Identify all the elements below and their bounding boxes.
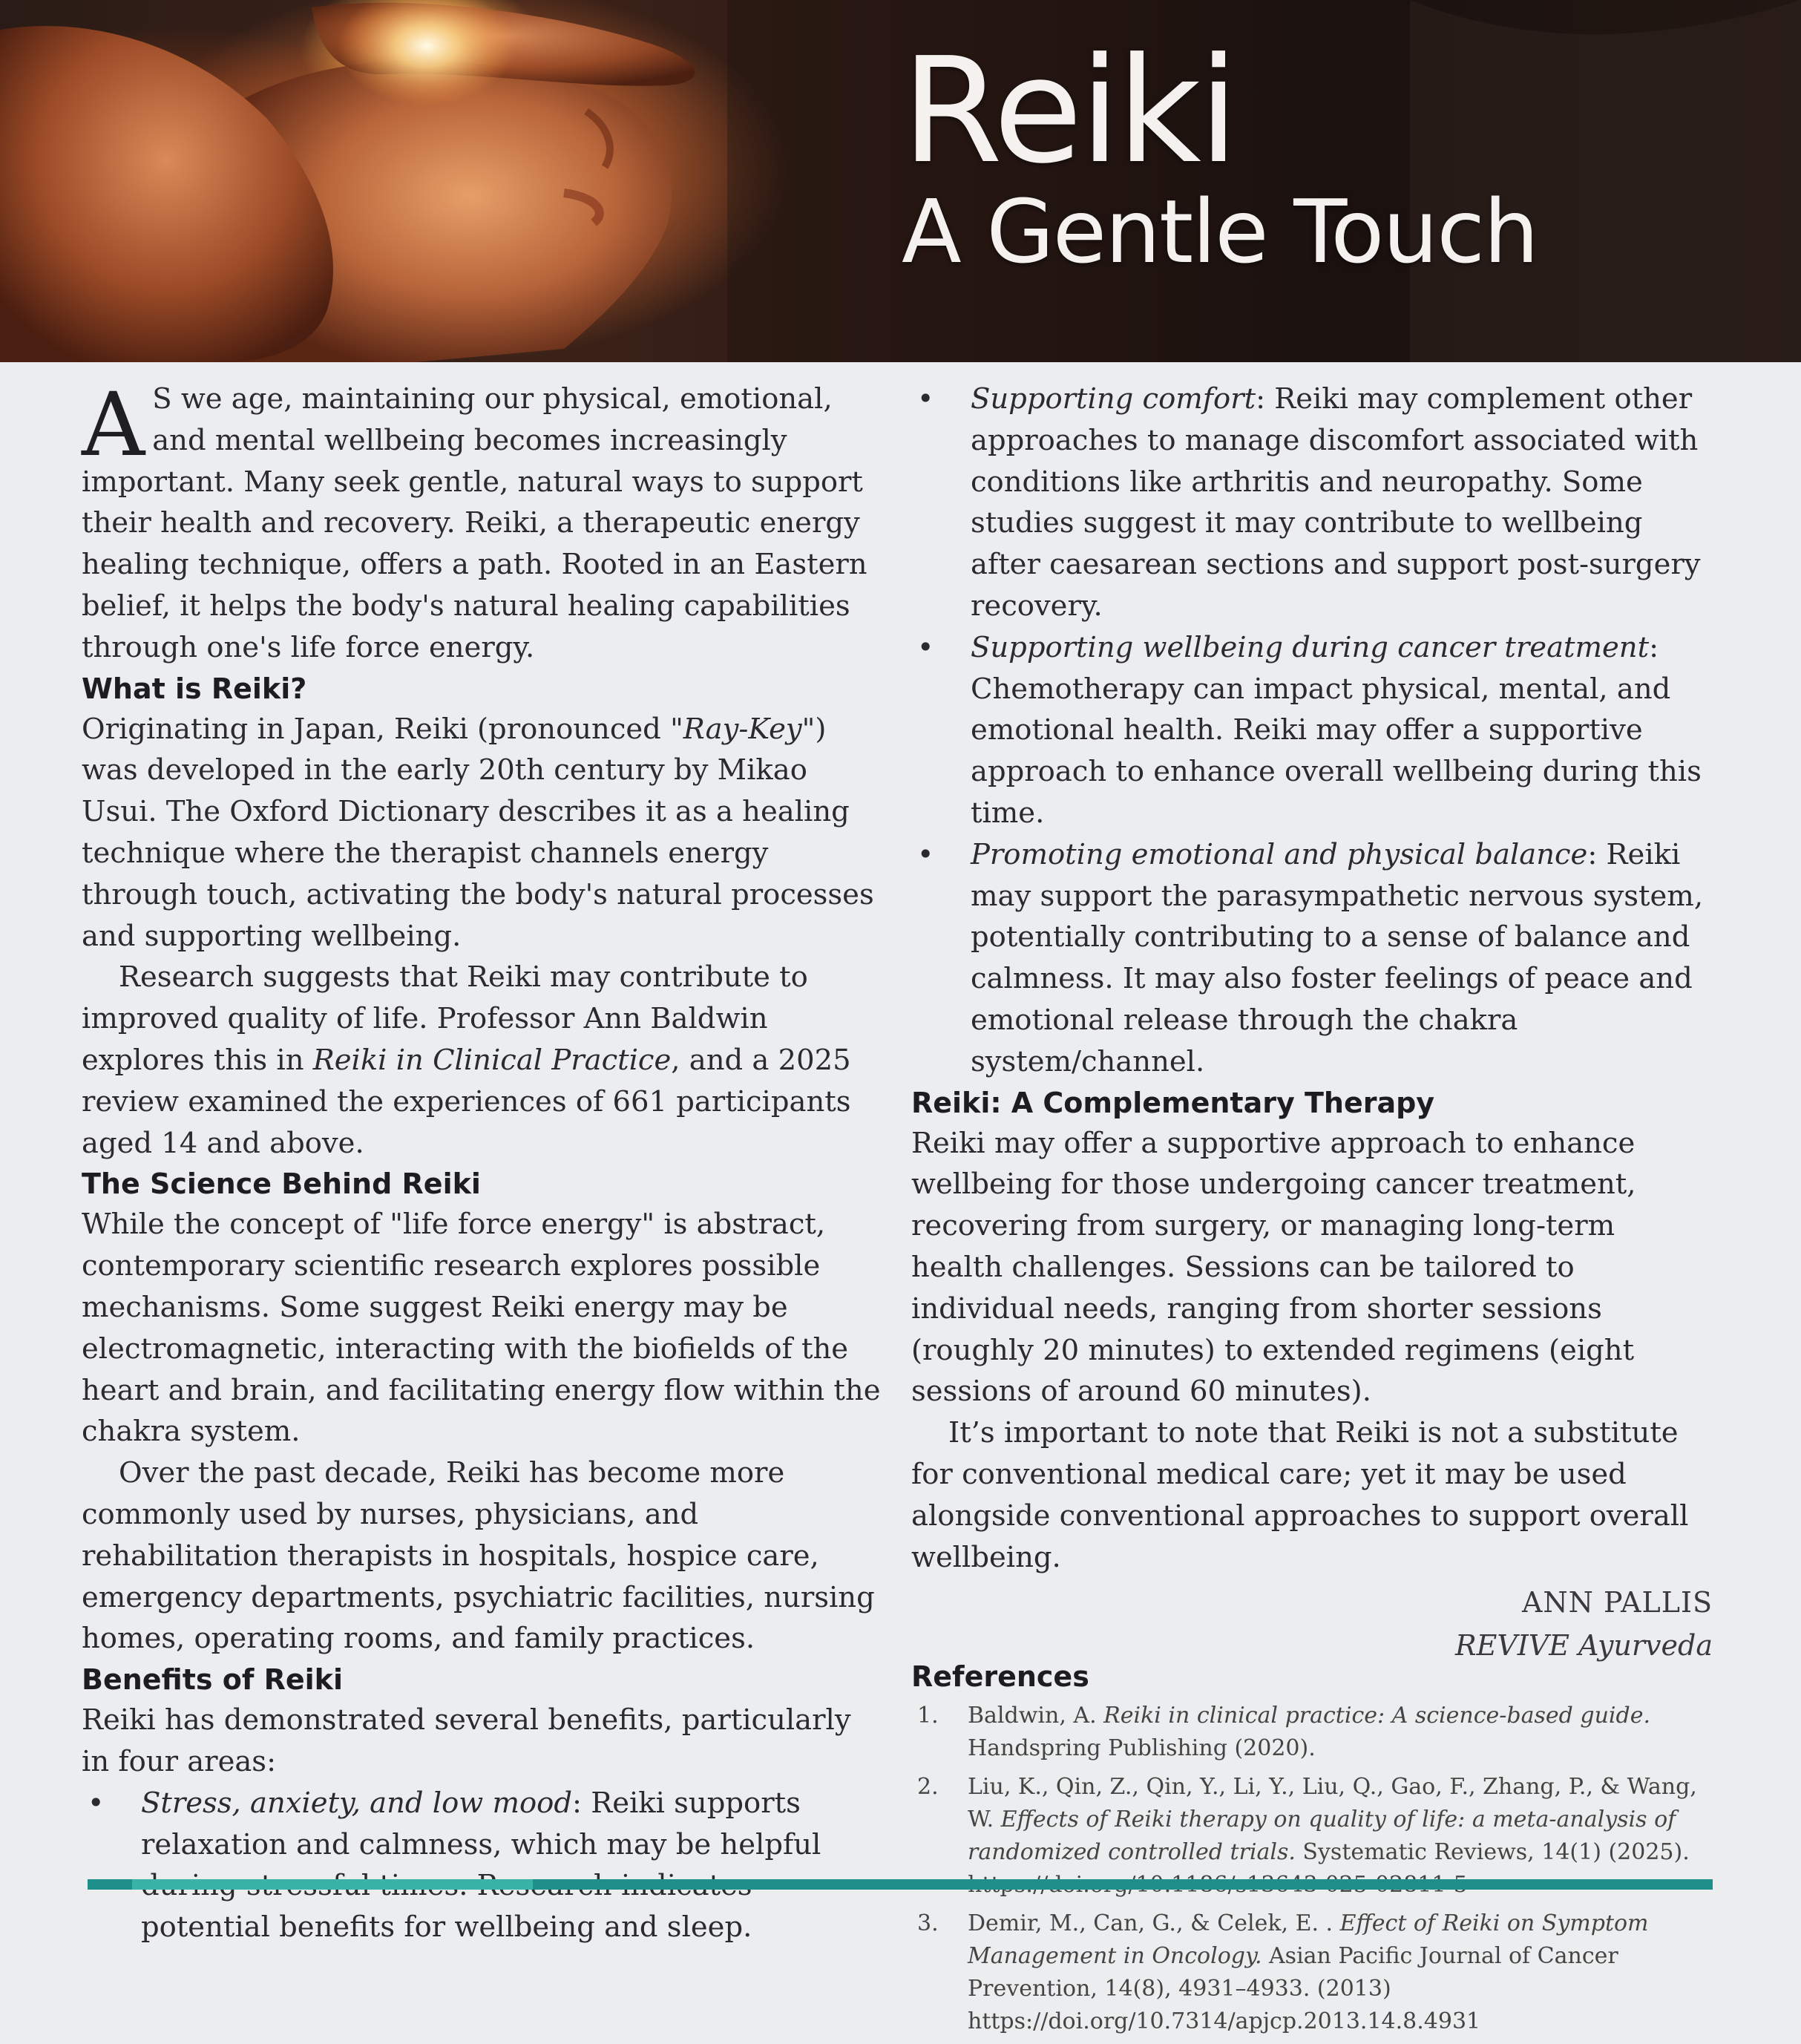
benefit-title: Supporting wellbeing during cancer treatment xyxy=(971,630,1650,664)
intro-paragraph xyxy=(82,373,887,669)
left-hand-shape xyxy=(0,26,333,362)
heading-what-is-reiki: What is Reiki? xyxy=(82,672,307,705)
benefit-text: : Reiki may complement other approaches to manage discomfort associated with conditions like arthritis and neuropathy. Some studies suggest it may contribute to wellbeing after caesarean sections and support post-surgery recovery. xyxy=(971,382,1701,623)
reference-item xyxy=(911,1700,1713,1765)
references-list xyxy=(911,1700,1713,2038)
complementary-paragraph-2: It’s important to note that Reiki is not a substitute for conventional medical care; yet it may be used alongside conventional approaches to support overall wellbeing. xyxy=(911,1416,1689,1574)
reference-source: Asian Pacific Journal of Cancer Prevention, 14(8), 4931–4933. (2013) https://doi.org/10.7314/apjcp.2013.14.8.4931 xyxy=(968,1943,1618,2035)
reference-number: 2. xyxy=(917,1774,939,1801)
title-main: Reiki xyxy=(902,27,1236,196)
benefits-intro: Reiki has demonstrated several benefits, particularly in four areas: xyxy=(82,1703,851,1778)
what-is-p2-before: Research suggests that Reiki may contribute to improved quality of life. Professor Ann Baldwin explores this in xyxy=(82,960,808,1077)
byline xyxy=(911,1581,1713,1667)
benefit-title: Stress, anxiety, and low mood xyxy=(141,1786,572,1820)
footer-accent-bar xyxy=(88,1879,1713,1890)
reference-source: Systematic Reviews, 14(1) (2025). xyxy=(1302,1839,1690,1866)
benefit-item xyxy=(911,834,1713,1083)
reference-title: Reiki in clinical practice: A science-based guide. xyxy=(1103,1703,1651,1729)
benefit-title: Promoting emotional and physical balance xyxy=(971,837,1588,871)
author-name: ANN PALLIS xyxy=(1521,1586,1713,1619)
benefit-text: : Reiki supports relaxation and calmness, which may be helpful potential benefits for wellbeing and sleep. xyxy=(141,1786,821,1945)
what-is-paragraph-1 xyxy=(82,709,887,957)
reference-title: Effects of Reiki therapy on quality of life: a meta-analysis of randomized controlled trials. xyxy=(968,1806,1676,1866)
benefit-item xyxy=(911,627,1713,834)
title-subtitle: A Gentle Touch xyxy=(902,180,1538,283)
what-is-paragraph-2 xyxy=(82,957,887,1164)
benefits-list-right xyxy=(911,379,1713,1083)
benefit-item xyxy=(911,379,1713,627)
book-title: Reiki in Clinical Practice xyxy=(312,1043,672,1077)
reference-item xyxy=(911,1907,1713,2038)
right-column xyxy=(911,379,1713,2044)
reference-title: Effect of Reiki on Symptom Management in Oncology. xyxy=(968,1910,1649,1970)
reference-authors: Demir, M., Can, G., & Celek, E. . xyxy=(968,1910,1340,1937)
article-title xyxy=(902,27,1538,283)
heading-science: The Science Behind Reiki xyxy=(82,1167,481,1201)
what-is-p1-after: ") was developed in the early 20th century by Mikao Usui. The Oxford Dictionary describes it as a healing technique where the therapist channels energy through touch, activating the body's natural processes and supporting wellbeing. xyxy=(82,712,874,953)
intro-text: S we age, maintaining our physical, emotional, and mental wellbeing becomes increasingly important. Many seek gentle, natural ways to support their health and recovery. Reiki, a therapeutic energy healing technique, offers a path. Rooted in an Eastern belief, it helps the body's natural healing capabilities through one's life force energy. xyxy=(82,382,867,664)
hero-photo xyxy=(0,0,1801,362)
footer-accent-segment xyxy=(132,1879,533,1890)
complementary-paragraph-1: Reiki may offer a supportive approach to enhance wellbeing for those undergoing cancer treatment, recovering from surgery, or managing long-term health challenges. Sessions can be tailored to individual needs, ranging from shorter sessions (roughly 20 minutes) to extended regimens (eight sessions of around 60 minutes). xyxy=(911,1126,1636,1409)
reference-authors: Baldwin, A. xyxy=(968,1703,1104,1729)
benefit-title: Supporting comfort xyxy=(971,382,1256,416)
what-is-p2-after: , and a 2025 review examined the experiences of 661 participants aged 14 and above. xyxy=(82,1043,851,1160)
benefits-list-left xyxy=(82,1783,887,1948)
reference-number: 1. xyxy=(917,1703,939,1729)
reference-number: 3. xyxy=(917,1910,939,1937)
reference-authors: Liu, K., Qin, Z., Qin, Y., Li, Y., Liu, Q., Gao, F., Zhang, P., & Wang, W. xyxy=(968,1774,1697,1833)
pronunciation: Ray-Key xyxy=(683,712,802,746)
heading-benefits: Benefits of Reiki xyxy=(82,1663,343,1697)
benefit-text: : Reiki may support the parasympathetic nervous system, potentially contributing to a sense of balance and calmness. It may also foster feelings of peace and emotional release through the chakra system/channel. xyxy=(971,837,1704,1078)
author-organization: REVIVE Ayurveda xyxy=(1454,1629,1713,1663)
benefit-item xyxy=(82,1783,887,1948)
what-is-p1-before: Originating in Japan, Reiki (pronounced " xyxy=(82,712,683,746)
science-paragraph-2: Over the past decade, Reiki has become more commonly used by nurses, physicians, and rehabilitation therapists in hospitals, hospice care, emergency departments, psychiatric facilities, nursing homes, operating rooms, and family practices. xyxy=(82,1456,875,1656)
reference-source: Handspring Publishing (2020). xyxy=(968,1735,1316,1762)
left-column xyxy=(82,373,887,1948)
drop-cap: A xyxy=(82,373,145,476)
benefit-text: : Chemotherapy can impact physical, mental, and emotional health. Reiki may offer a supportive approach to enhance overall wellbeing during this time. xyxy=(971,630,1702,830)
science-paragraph-1: While the concept of "life force energy" is abstract, contemporary scientific research explores possible mechanisms. Some suggest Reiki energy may be electromagnetic, interacting with the biofields of the heart and brain, and facilitating energy flow within the chakra system. xyxy=(82,1208,881,1449)
heading-references: References xyxy=(911,1660,1089,1694)
heading-complementary: Reiki: A Complementary Therapy xyxy=(911,1086,1435,1119)
